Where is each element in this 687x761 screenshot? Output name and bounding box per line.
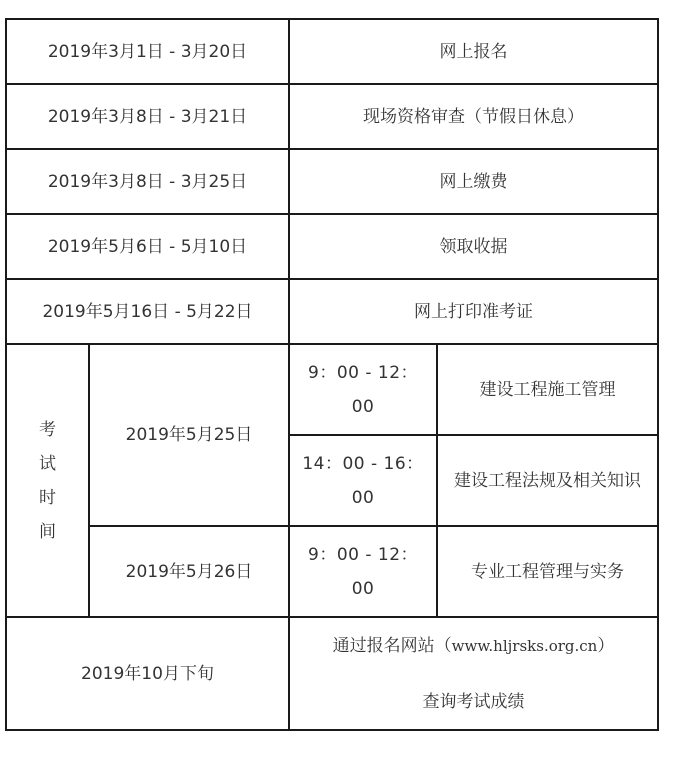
event-cell: 网上缴费 — [289, 149, 658, 214]
exam-time-label — [6, 344, 89, 617]
table-row — [6, 344, 658, 435]
exam-time-label-char: 试 — [39, 453, 56, 474]
date-cell: 2019年5月16日 - 5月22日 — [6, 279, 289, 344]
date-cell: 2019年3月8日 - 3月25日 — [6, 149, 289, 214]
session-time-cell: 9：00 - 12：00 — [289, 344, 437, 435]
table-row — [6, 19, 658, 84]
event-cell: 网上报名 — [289, 19, 658, 84]
session-subject-cell: 建设工程法规及相关知识 — [437, 435, 658, 526]
exam-time-label-char: 时 — [39, 487, 56, 508]
date-cell: 2019年5月6日 - 5月10日 — [6, 214, 289, 279]
session-subject-cell: 专业工程管理与实务 — [437, 526, 658, 617]
exam-date-cell: 2019年5月25日 — [89, 344, 289, 526]
result-event-cell — [289, 617, 658, 730]
table-row — [6, 526, 658, 617]
event-cell: 网上打印准考证 — [289, 279, 658, 344]
result-line2: 查询考试成绩 — [422, 691, 525, 712]
exam-time-label-char: 间 — [39, 521, 56, 542]
table-row — [6, 149, 658, 214]
session-time-cell: 9：00 - 12：00 — [289, 526, 437, 617]
exam-time-label-char: 考 — [39, 419, 56, 440]
event-cell: 领取收据 — [289, 214, 658, 279]
table-row — [6, 214, 658, 279]
table-row — [6, 84, 658, 149]
table-row — [6, 617, 658, 730]
session-subject-cell: 建设工程施工管理 — [437, 344, 658, 435]
exam-schedule-table — [5, 18, 659, 731]
date-cell: 2019年3月1日 - 3月20日 — [6, 19, 289, 84]
session-time-cell: 14：00 - 16：00 — [289, 435, 437, 526]
exam-date-cell: 2019年5月26日 — [89, 526, 289, 617]
event-cell: 现场资格审查（节假日休息） — [289, 84, 658, 149]
date-cell: 2019年3月8日 - 3月21日 — [6, 84, 289, 149]
table-row — [6, 279, 658, 344]
result-line1: 通过报名网站（www.hljrsks.org.cn） — [332, 635, 615, 656]
registration-site-url: www.hljrsks.org.cn — [451, 636, 598, 655]
result-date-cell: 2019年10月下旬 — [6, 617, 289, 730]
